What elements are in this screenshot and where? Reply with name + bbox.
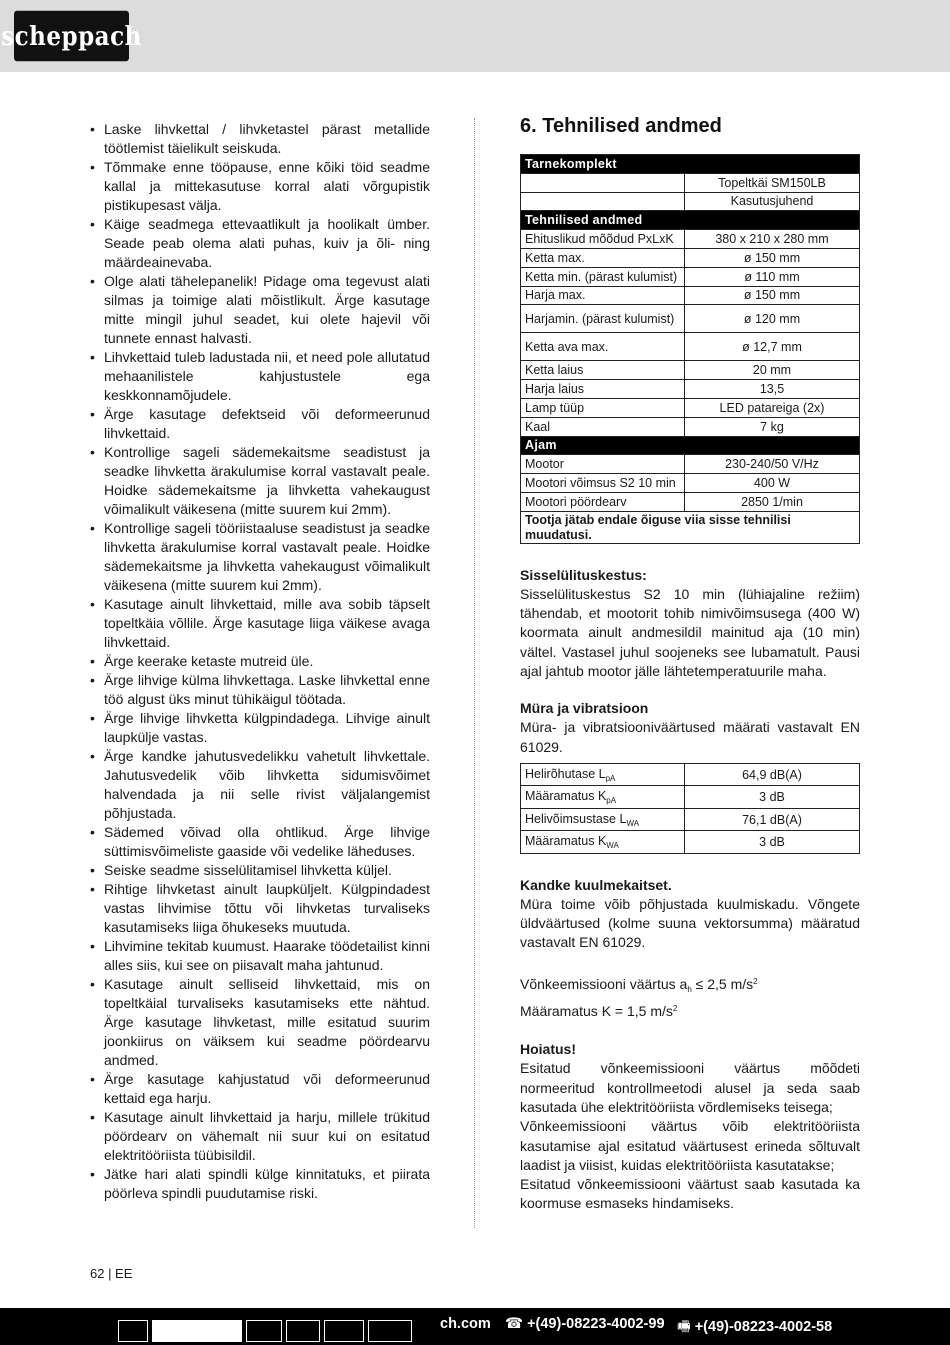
safety-bullet-list xyxy=(90,120,430,1203)
noise-value: 76,1 dB(A) xyxy=(685,808,860,831)
bullet-item: • Rihtige lihvketast ainult laupküljelt. Külgpindadest vastas lihvimise tõttu või lihvketas turvaliseks kasutamiseks liiga õhukeseks muutuda. xyxy=(90,880,430,937)
noise-row xyxy=(521,831,860,854)
spec-blank-cell xyxy=(521,192,685,211)
warning-heading: Hoiatus! xyxy=(520,1041,576,1058)
footer-phone xyxy=(505,1316,665,1332)
warning-line-2: Võnkeemissiooni väärtus võib elektritööriista kasutamise ajal esitatud väärtusest erineda sõltuvalt laadist ja viisist, kuidas elektritööriista kasutatakse; xyxy=(520,1118,860,1173)
bullet-item: • Ärge kasutage kahjustatud või deformeerunud kettaid ega harju. xyxy=(90,1070,430,1108)
fax-icon: 🖷 xyxy=(677,1319,691,1335)
noise-label-cell xyxy=(521,831,685,854)
noise-label-sub: pA xyxy=(605,773,616,783)
spec-row xyxy=(521,286,860,305)
noise-label-cell xyxy=(521,808,685,831)
bullet-item: • Seiske seadme sisselülitamisel lihvketta küljel. xyxy=(90,861,430,880)
spec-value: 230-240/50 V/Hz xyxy=(685,455,860,474)
page-number: 62 | EE xyxy=(90,1266,133,1281)
duty-cycle-block xyxy=(520,566,860,681)
spec-blank-cell xyxy=(521,173,685,192)
section-title: 6. Tehnilised andmed xyxy=(520,115,722,137)
spec-value: 13,5 xyxy=(685,380,860,399)
spec-value: 20 mm xyxy=(685,361,860,380)
bullet-item: • Kasutage ainult lihvkettaid, mille ava sobib täpselt topeltkäia võllile. Ärge kasutage liiga väikese avaga lihvkettaid. xyxy=(90,595,430,652)
noise-heading: Müra ja vibratsioon xyxy=(520,700,649,717)
vibration-sup: 2 xyxy=(753,976,758,986)
warning-line-1: Esitatud võnkeemissiooni väärtus mõõdeti normeeritud kontrollmeetodi alusel ja seda saab kasutada ühe elektritööriista võrdlemiseks teisega; xyxy=(520,1060,860,1115)
noise-row xyxy=(521,808,860,831)
noise-table xyxy=(520,763,860,854)
technical-data-section xyxy=(520,112,860,1214)
bullet-item: • Ärge keerake ketaste mutreid üle. xyxy=(90,652,430,671)
warning-line-3: Esitatud võnkeemissiooni väärtust saab kasutada ka koormuse esmaseks hindamiseks. xyxy=(520,1176,860,1212)
hearing-text: Müra toime võib põhjustada kuulmiskadu. Võngete üldväärtused (kolme suuna vektorsumma) määratud vastavalt EN 61029. xyxy=(520,895,860,951)
spec-value: LED patareiga (2x) xyxy=(685,398,860,417)
spec-note: Tootja jätab endale õiguse viia sisse tehnilisi muudatusi. xyxy=(521,511,860,543)
noise-label-sub: WA xyxy=(606,841,619,851)
spec-value: ø 150 mm xyxy=(685,248,860,267)
delivery-item: Topeltkäi SM150LB xyxy=(685,173,860,192)
bullet-item: • Ärge lihvige lihvketta külgpindadega. Lihvige ainult laupkülje vastas. xyxy=(90,709,430,747)
uncertainty-sup: 2 xyxy=(672,1004,678,1014)
bullet-item: • Sädemed võivad olla ohtlikud. Ärge lihvige süttimisvõimeliste gaaside või vedelike läheduses. xyxy=(90,823,430,861)
spec-value: ø 110 mm xyxy=(685,267,860,286)
spec-row xyxy=(521,248,860,267)
spec-label: Mootori pöördearv xyxy=(521,492,685,511)
bullet-item: • Lihvimine tekitab kuumust. Haarake töödetailist kinni alles siis, kui see on piisavalt maha jahtunud. xyxy=(90,937,430,975)
footer-fax xyxy=(677,1316,832,1341)
noise-label-sub: WA xyxy=(626,818,640,828)
vibration-value: ≤ 2,5 m/s xyxy=(691,975,754,992)
spec-row xyxy=(521,380,860,399)
spec-label: Mootor xyxy=(521,455,685,474)
spec-row xyxy=(521,305,860,333)
vibration-value-line xyxy=(520,972,860,999)
noise-value: 3 dB xyxy=(685,831,860,854)
tech-header: Tehnilised andmed xyxy=(521,211,860,230)
spec-value: ø 120 mm xyxy=(685,305,860,333)
spec-value: 2850 1/min xyxy=(685,492,860,511)
noise-label-cell xyxy=(521,786,685,809)
spec-row xyxy=(521,417,860,436)
spec-label: Harja laius xyxy=(521,380,685,399)
footer-website[interactable]: ch.com xyxy=(440,1316,491,1332)
noise-text: Müra- ja vibratsiooniväärtused määrati vastavalt EN 61029. xyxy=(520,719,860,755)
spec-value: ø 150 mm xyxy=(685,286,860,305)
bullet-item: • Jätke hari alati spindli külge kinnitatuks, et piirata pöörleva spindli puudutamise riski. xyxy=(90,1165,430,1203)
spec-row xyxy=(521,333,860,361)
noise-label-cell xyxy=(521,763,685,786)
noise-label-sub: pA xyxy=(606,796,617,806)
footer-decoration xyxy=(118,1320,438,1342)
spec-row xyxy=(521,361,860,380)
bullet-item: • Kontrollige sageli sädemekaitsme seadistust ja seadke lihvketta ärakulumise korral vastavalt peale. Hoidke sädemekaitsme ja lihvketta vahekaugust võimalikult väikesena (mitte suurem kui 2mm). xyxy=(90,443,430,519)
vibration-label: Võnkeemissiooni väärtus a xyxy=(520,975,688,992)
warning-block xyxy=(520,1040,860,1213)
spec-row xyxy=(521,267,860,286)
uncertainty-line xyxy=(520,999,860,1021)
spec-label: Ehituslikud mõõdud PxLxK xyxy=(521,230,685,249)
bullet-item: • Käige seadmega ettevaatlikult ja hoolikalt ümber. Seade peab olema alati puhas, kuiv ja õli- ning määrdeainevaba. xyxy=(90,215,430,272)
bullet-item: • Kontrollige sageli tööriistaaluse seadistust ja seadke lihvketta ärakulumise korral vastavalt peale. Hoidke sädemekaitsme ja lihvketta vahekaugust võimalikult väikesena (mitte suurem kui 2mm). xyxy=(90,519,430,595)
footer-bar xyxy=(0,1308,950,1345)
noise-row xyxy=(521,763,860,786)
spec-label: Ketta max. xyxy=(521,248,685,267)
vibration-sub: h xyxy=(687,984,692,994)
hearing-block xyxy=(520,876,860,1021)
hearing-heading: Kandke kuulmekaitset. xyxy=(520,876,672,893)
delivery-header: Tarnekomplekt xyxy=(521,155,860,174)
noise-label: Määramatus K xyxy=(525,834,607,849)
bullet-item: • Ärge kandke jahutusvedelikku vahetult lihvkettale. Jahutusvedelik võib lihvketta sidumisvõimet halvendada ja nii selle rivist väljalangemist põhjustada. xyxy=(90,747,430,823)
duty-cycle-text: Sisselülituskestus S2 10 min (lühiajaline režiim) tähendab, et mootorit tohib nimivõimsusega (400 W) koormata ainult andmesildil mainitud aja (10 min) vältel. Vastasel juhul soojeneks see lubamatult. Pausi ajal jahtub mootor jälle lähtetemperatuurile maha. xyxy=(520,585,860,679)
noise-label: Helivõimsustase L xyxy=(525,811,627,826)
bullet-item: • Lihvkettaid tuleb ladustada nii, et need pole allutatud mehaanilistele kahjustustele ega keskkonnamõjudele. xyxy=(90,348,430,405)
spec-label: Ketta ava max. xyxy=(521,333,685,361)
spec-value: 7 kg xyxy=(685,417,860,436)
noise-block xyxy=(520,699,860,854)
spec-value: 400 W xyxy=(685,474,860,493)
bullet-item: • Ärge lihvige külma lihvkettaga. Laske lihvkettal enne töö algust üks minut tühikäigul töötada. xyxy=(90,671,430,709)
brand-logo: scheppach xyxy=(14,11,129,62)
spec-label: Kaal xyxy=(521,417,685,436)
spec-value: ø 12,7 mm xyxy=(685,333,860,361)
noise-value: 3 dB xyxy=(685,786,860,809)
spec-label: Ketta min. (pärast kulumist) xyxy=(521,267,685,286)
spec-value: 380 x 210 x 280 mm xyxy=(685,230,860,249)
spec-label: Mootori võimsus S2 10 min xyxy=(521,474,685,493)
bullet-item: • Kasutage ainult selliseid lihvkettaid, mis on topeltkäial turvaliseks kasutamiseks ette nähtud. Ärge kasutage lihvketast, mille esitatud suurim joonkiirus on väiksem kui seadme pöördearvu andmed. xyxy=(90,975,430,1070)
column-divider xyxy=(474,118,475,1228)
spec-label: Harjamin. (pärast kulumist) xyxy=(521,305,685,333)
safety-instructions xyxy=(90,120,430,1203)
spec-label: Lamp tüüp xyxy=(521,398,685,417)
noise-label: Määramatus K xyxy=(525,789,607,804)
noise-value: 64,9 dB(A) xyxy=(685,763,860,786)
spec-row xyxy=(521,492,860,511)
spec-row xyxy=(521,474,860,493)
uncertainty-label: Määramatus K = 1,5 m/s xyxy=(520,1003,673,1020)
bullet-item: • Olge alati tähelepanelik! Pidage oma tegevust alati silmas ja toimige alati mõistlikult. Ärge kasutage mitte mingil juhul seadet, kui olete hajevil või tunnete ennast halvasti. xyxy=(90,272,430,348)
header-bar xyxy=(0,0,950,72)
phone-number: +(49)-08223-4002-99 xyxy=(527,1316,665,1332)
noise-row xyxy=(521,786,860,809)
spec-row xyxy=(521,455,860,474)
bullet-item: • Ärge kasutage defektseid või deformeerunud lihvkettaid. xyxy=(90,405,430,443)
bullet-item: • Tõmmake enne tööpause, enne kõiki töid seadme kallal ja mittekasutuse korral alati võrgupistik pistikupesast välja. xyxy=(90,158,430,215)
spec-table xyxy=(520,154,860,544)
noise-label: Helirõhutase L xyxy=(525,766,606,781)
spec-label: Harja max. xyxy=(521,286,685,305)
spec-row xyxy=(521,398,860,417)
bullet-item: • Laske lihvkettal / lihvketastel pärast metallide töötlemist täielikult seiskuda. xyxy=(90,120,430,158)
delivery-item: Kasutusjuhend xyxy=(685,192,860,211)
spec-label: Ketta laius xyxy=(521,361,685,380)
duty-cycle-heading: Sisselülituskestus: xyxy=(520,566,647,583)
bullet-item: • Kasutage ainult lihvkettaid ja harju, millele trükitud pöördearv on vähemalt nii suur kui on esitatud elektritööriista tüübisildil. xyxy=(90,1108,430,1165)
phone-icon: ☎ xyxy=(505,1316,524,1332)
drive-header: Ajam xyxy=(521,436,860,455)
spec-row xyxy=(521,230,860,249)
fax-number: +(49)-08223-4002-58 xyxy=(694,1319,833,1335)
